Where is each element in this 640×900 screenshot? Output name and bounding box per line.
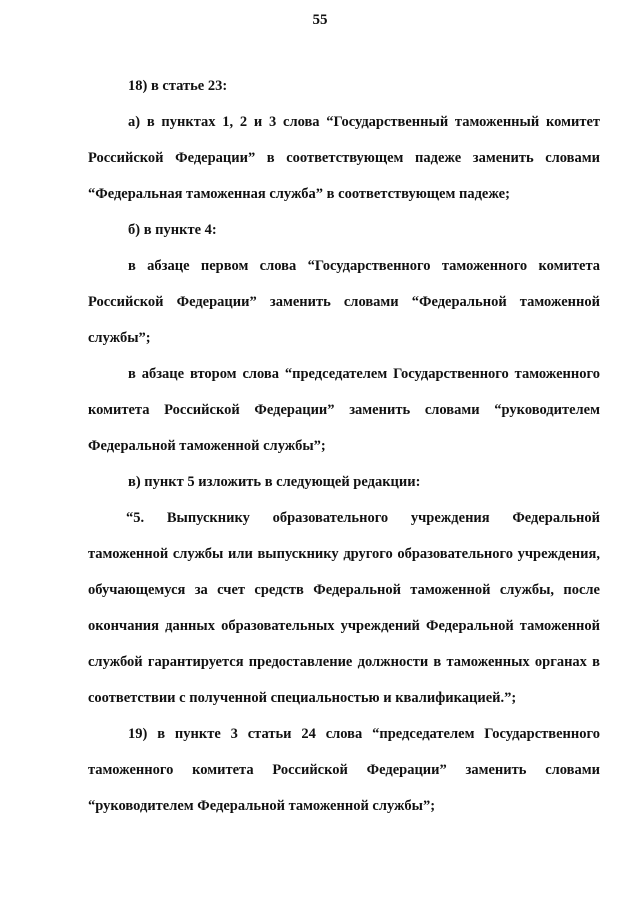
page-number: 55 [312, 12, 328, 28]
paragraph-subitem-b: б) в пункте 4: [128, 222, 217, 238]
paragraph-18-heading: 18) в статье 23: [128, 78, 228, 94]
paragraph-19: 19) в пункте 3 статьи 24 слова “председателем Государственного таможенного комитета Российской Федерации” заменить словами “руководителем Федеральной таможенной службы”; [88, 726, 600, 814]
paragraph-subitem-v: в) пункт 5 изложить в следующей редакции: [128, 474, 421, 490]
paragraph-new-item-5: “5. Выпускнику образовательного учреждения Федеральной таможенной службы или выпускнику другого образовательного учреждения, обучающемуся за счет средств Федеральной таможенной службы, после окончания данных образовательных учреждений Федеральной таможенной службой гарантируется предоставление должности в таможенных органах в соответствии с полученной специальностью и квалификацией.”; [88, 510, 600, 706]
paragraph-first-abzats: в абзаце первом слова “Государственного таможенного комитета Российской Федерации” заменить словами “Федеральной таможенной службы”; [88, 258, 600, 346]
paragraph-second-abzats: в абзаце втором слова “председателем Государственного таможенного комитета Российской Федерации” заменить словами “руководителем Федеральной таможенной службы”; [88, 366, 600, 454]
paragraph-subitem-a: а) в пунктах 1, 2 и 3 слова “Государственный таможенный комитет Российской Федерации” в соответствующем падеже заменить словами “Федеральная таможенная служба” в соответствующем падеже; [88, 114, 600, 202]
